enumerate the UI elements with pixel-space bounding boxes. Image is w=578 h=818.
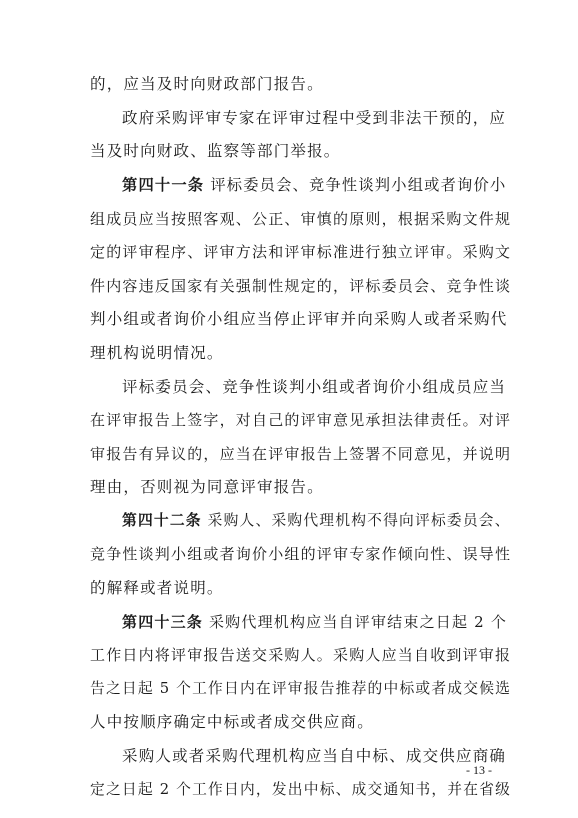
paragraph-line: 理由，否则视为同意评审报告。 [90, 478, 324, 496]
paragraph-line: 定之日起 2 个工作日内，发出中标、成交通知书，并在省级 [90, 781, 512, 798]
paragraph-line: 政府采购评审专家在评审过程中受到非法干预的，应 [122, 109, 507, 127]
paragraph-text: 评标委员会、竞争性谈判小组或者询价小 [210, 176, 507, 194]
paragraph-line: 判小组或者询价小组应当停止评审并向采购人或者采购代 [90, 310, 508, 328]
paragraph-line: 采购人或者采购代理机构应当自中标、成交供应商确 [122, 747, 507, 765]
article-42-first-line [122, 510, 510, 532]
article-41-first-line [122, 174, 510, 196]
paragraph-line: 件内容违反国家有关强制性规定的，评标委员会、竞争性谈 [90, 277, 512, 295]
paragraph-text: 采购人、采购代理机构不得向评标委员会、 [207, 512, 511, 529]
paragraph-line: 评标委员会、竞争性谈判小组或者询价小组成员应当 [122, 378, 507, 396]
paragraph-line: 当及时向财政、监察等部门举报。 [90, 142, 341, 160]
paragraph-line: 工作日内将评审报告送交采购人。采购人应当自收到评审报 [90, 646, 512, 664]
article-heading: 第四十三条 [122, 613, 204, 631]
paragraph-text: 采购代理机构应当自评审结束之日起 2 个 [208, 613, 508, 631]
paragraph-line: 在评审报告上签字，对自己的评审意见承担法律责任。对评 [90, 411, 512, 429]
paragraph-line: 的，应当及时向财政部门报告。 [90, 75, 324, 93]
paragraph-line: 审报告有异议的，应当在评审报告上签署不同意见，并说明 [90, 445, 512, 463]
paragraph-line: 告之日起 5 个工作日内在评审报告推荐的中标或者成交候选 [90, 680, 512, 697]
paragraph-line: 人中按顺序确定中标或者成交供应商。 [90, 713, 374, 731]
article-heading: 第四十一条 [122, 176, 205, 194]
page-number: - 13 - [466, 763, 492, 777]
paragraph-line: 定的评审程序、评审方法和评审标准进行独立评审。采购文 [90, 243, 512, 261]
paragraph-line: 理机构说明情况。 [90, 344, 224, 362]
article-heading: 第四十二条 [122, 512, 202, 529]
paragraph-line: 的解释或者说明。 [90, 579, 224, 597]
paragraph-line: 组成员应当按照客观、公正、审慎的原则，根据采购文件规 [90, 210, 512, 228]
article-43-first-line [122, 611, 510, 633]
paragraph-line: 竞争性谈判小组或者询价小组的评审专家作倾向性、误导性 [90, 545, 512, 563]
